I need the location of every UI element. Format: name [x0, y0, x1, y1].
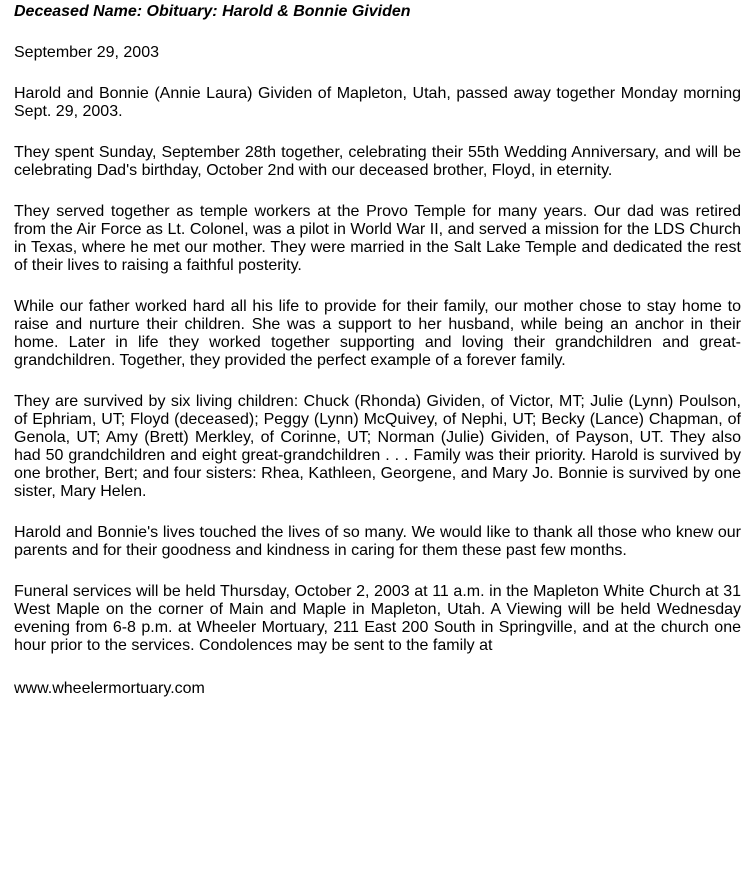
obituary-title: Deceased Name: Obituary: Harold & Bonnie Gividen [14, 3, 411, 20]
obituary-document [14, 3, 741, 698]
paragraph-anniversary: They spent Sunday, September 28th together, celebrating their 55th Wedding Anniversary, and will be celebrating Dad's birthday, October 2nd with our deceased brother, Floyd, in eternity. [14, 144, 741, 179]
mortuary-url: www.wheelermortuary.com [14, 680, 205, 697]
obituary-date: September 29, 2003 [14, 44, 159, 61]
paragraph-survivors: They are survived by six living children: Chuck (Rhonda) Gividen, of Victor, MT; Julie (Lynn) Poulson, of Ephriam, UT; Floyd (deceased); Peggy (Lynn) McQuivey, of Nephi, UT; Becky (Lance) Chapman, of Genola, UT; Amy (Brett) Merkley, of Corinne, UT; Norman (Julie) Gividen, of Payson, UT. They also had 50 grandchildren and eight great-grandchildren . . . Family was their priority. Harold is survived by one brother, Bert; and four sisters: Rhea, Kathleen, Georgene, and Mary Jo. Bonnie is survived by one sister, Mary Helen. [14, 393, 741, 500]
paragraph-family-life: While our father worked hard all his life to provide for their family, our mother chose to stay home to raise and nurture their children. She was a support to her husband, while being an anchor in their home. Later in life they worked together supporting and loving their grandchildren and great-grandchildren. Together, they provided the perfect example of a forever family. [14, 298, 741, 369]
paragraph-passing: Harold and Bonnie (Annie Laura) Gividen of Mapleton, Utah, passed away together Monday morning Sept. 29, 2003. [14, 85, 741, 120]
paragraph-service: They served together as temple workers at the Provo Temple for many years. Our dad was retired from the Air Force as Lt. Colonel, was a pilot in World War II, and served a mission for the LDS Church in Texas, where he met our mother. They were married in the Salt Lake Temple and dedicated the rest of their lives to raising a faithful posterity. [14, 203, 741, 274]
paragraph-funeral: Funeral services will be held Thursday, October 2, 2003 at 11 a.m. in the Mapleton White Church at 31 West Maple on the corner of Main and Maple in Mapleton, Utah. A Viewing will be held Wednesday evening from 6-8 p.m. at Wheeler Mortuary, 211 East 200 South in Springville, and at the church one hour prior to the services. Condolences may be sent to the family at [14, 583, 741, 654]
paragraph-thanks: Harold and Bonnie's lives touched the lives of so many. We would like to thank all those who knew our parents and for their goodness and kindness in caring for them these past few months. [14, 524, 741, 559]
